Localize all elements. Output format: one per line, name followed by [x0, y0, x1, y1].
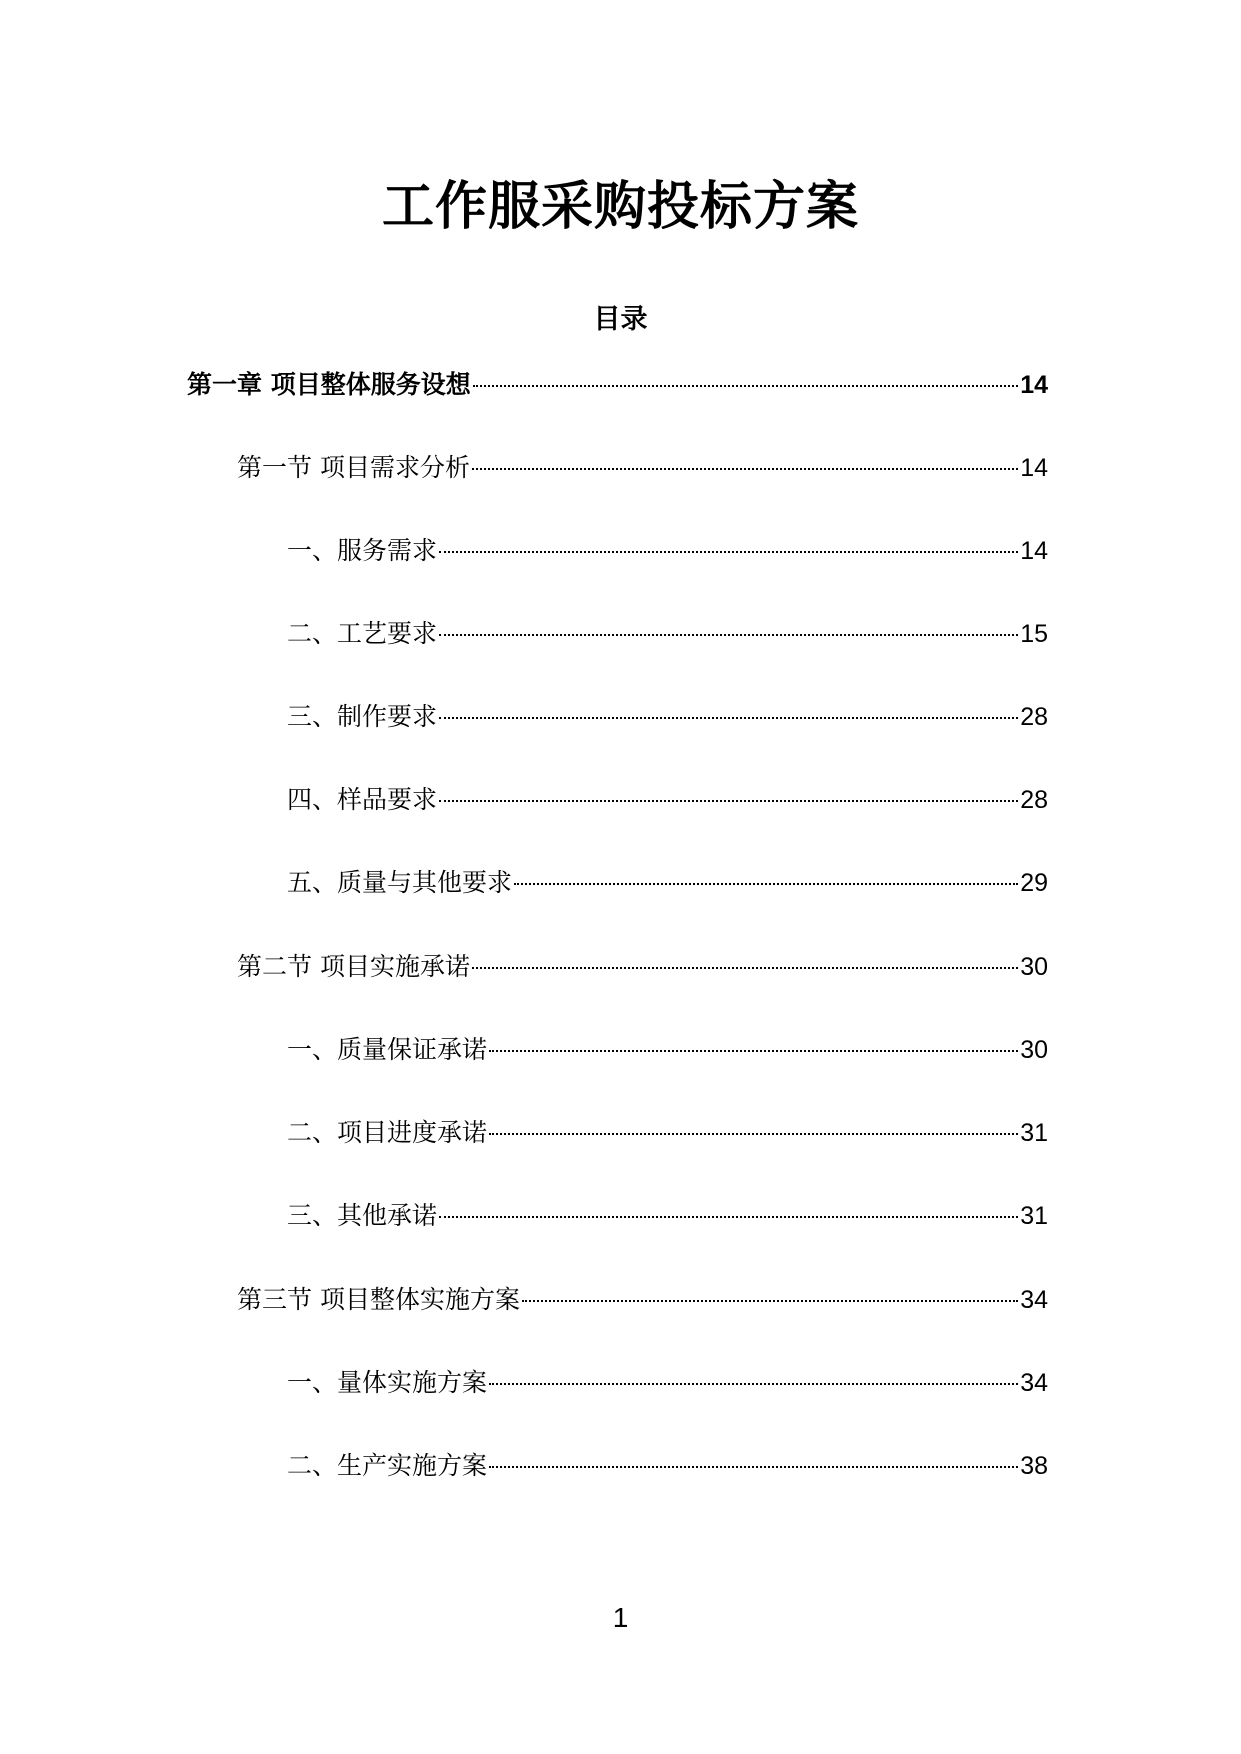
toc-dot-leader — [473, 385, 1018, 387]
toc-entry-item[interactable] — [287, 1363, 1048, 1403]
toc-dot-leader — [472, 468, 1018, 470]
toc-entry-page: 14 — [1020, 371, 1048, 399]
toc-entry-page: 28 — [1020, 703, 1048, 731]
toc-dot-leader — [489, 1050, 1018, 1052]
toc-entry-text: 二、生产实施方案 — [287, 1451, 488, 1480]
toc-dot-leader — [439, 717, 1018, 719]
toc-entry-page: 34 — [1020, 1369, 1048, 1397]
page-title: 工作服采购投标方案 — [381, 177, 859, 237]
toc-entry-text: 第一节 项目需求分析 — [237, 453, 470, 482]
toc-dot-leader — [489, 1133, 1018, 1135]
toc-entry-text: 四、样品要求 — [287, 785, 438, 814]
toc-dot-leader — [439, 634, 1018, 636]
toc-entry-page: 31 — [1020, 1119, 1048, 1147]
toc-dot-leader — [439, 1216, 1018, 1218]
toc-entry-text: 三、制作要求 — [287, 702, 438, 731]
toc-entry-text: 第一章 项目整体服务设想 — [187, 370, 471, 399]
toc-entry-page: 28 — [1020, 786, 1048, 814]
toc-entry-text: 一、服务需求 — [287, 536, 438, 565]
toc-heading: 目录 — [593, 304, 648, 335]
toc-entry-text: 二、工艺要求 — [287, 619, 438, 648]
toc-entry-page: 15 — [1020, 620, 1048, 648]
toc-entry-section-3[interactable] — [237, 1280, 1048, 1320]
toc-entry-item[interactable] — [287, 531, 1048, 571]
toc-entry-section-2[interactable] — [237, 947, 1048, 987]
toc-entry-item[interactable] — [287, 1196, 1048, 1236]
toc-entry-page: 38 — [1020, 1452, 1048, 1480]
toc-entry-page: 34 — [1020, 1286, 1048, 1314]
toc-entry-item[interactable] — [287, 780, 1048, 820]
toc-entry-item[interactable] — [287, 863, 1048, 903]
toc-entry-text: 第三节 项目整体实施方案 — [237, 1285, 520, 1314]
toc-dot-leader — [489, 1383, 1018, 1385]
toc-entry-page: 29 — [1020, 869, 1048, 897]
toc-entry-page: 14 — [1020, 537, 1048, 565]
toc-entry-page: 30 — [1020, 1036, 1048, 1064]
toc-dot-leader — [522, 1300, 1018, 1302]
toc-dot-leader — [439, 800, 1018, 802]
toc-dot-leader — [514, 883, 1018, 885]
toc-dot-leader — [472, 967, 1018, 969]
toc-entry-page: 30 — [1020, 953, 1048, 981]
toc-entry-item[interactable] — [287, 697, 1048, 737]
toc-entry-text: 五、质量与其他要求 — [287, 868, 513, 897]
toc-dot-leader — [439, 551, 1018, 553]
toc-entry-text: 一、量体实施方案 — [287, 1368, 488, 1397]
toc-entry-page: 31 — [1020, 1202, 1048, 1230]
toc-entry-item[interactable] — [287, 1446, 1048, 1486]
toc-entry-chapter-1[interactable] — [187, 365, 1048, 405]
toc-dot-leader — [489, 1466, 1018, 1468]
toc-entry-item[interactable] — [287, 1030, 1048, 1070]
toc-entry-section-1[interactable] — [237, 448, 1048, 488]
toc-entry-item[interactable] — [287, 614, 1048, 654]
toc-entry-item[interactable] — [287, 1113, 1048, 1153]
toc-entry-text: 一、质量保证承诺 — [287, 1035, 488, 1064]
toc-entry-text: 二、项目进度承诺 — [287, 1118, 488, 1147]
page-number: 1 — [612, 1602, 629, 1633]
toc-entry-page: 14 — [1020, 454, 1048, 482]
toc-entry-text: 三、其他承诺 — [287, 1201, 438, 1230]
toc-entry-text: 第二节 项目实施承诺 — [237, 952, 470, 981]
